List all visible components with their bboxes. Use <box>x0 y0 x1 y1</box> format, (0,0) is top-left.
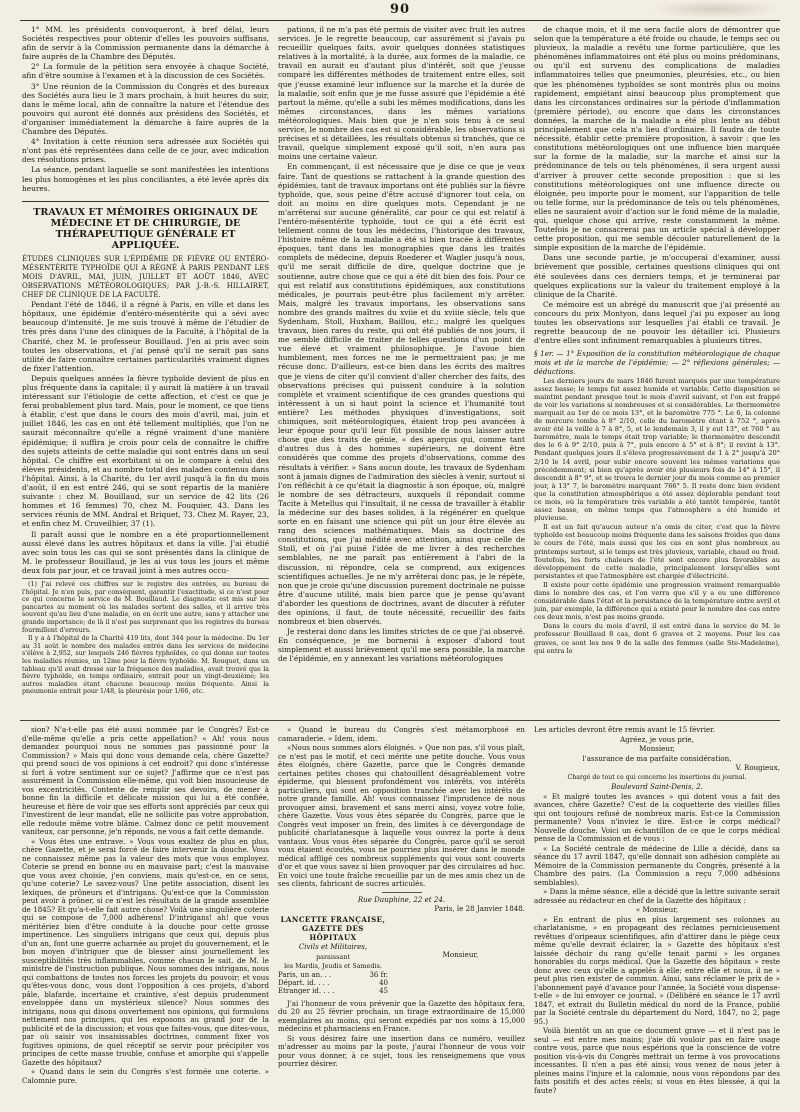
box-line-2: GAZETTE DES HÔPITAUX <box>302 924 364 942</box>
bottom-column-2 <box>278 726 525 1110</box>
section-title: TRAVAUX ET MÉMOIRES ORIGINAUX DE MÉDECINE ET DE CHIRURGIE, DE THÉRAPEUTIQUE GÉNÉRALE ET APPLIQUÉE. <box>22 201 269 251</box>
paragraph: Il existe pour cette épidémie une progression vraiment remarquable dans le nombre des cas, et l'on verra que s'il y a eu une différence considérable dans l'état et la persistance de la température entre avril et juin, par exemple, la différence qui a existé pour le nombre des cas entre ces deux mois, n'est pas moins grande. <box>534 580 780 622</box>
paragraph: « Vous êtes une entrave. » Vous vous exaltez de plus en plus, chère Gazette, et je serai forcé de faire intervenir la douche. Vous ne connaissez même pas la valeur des mots que vous employez. Coterie se prend en bonne ou en mauvaise part; c'est la mauvaise que vous avez choisie, j'en conviens, mais qu'est-ce, en ce sens, qu'une coterie? Le savez-vous? Une petite association, disent les lexiques, de prôneurs et d'intrigans. Qu'est-ce que la Commission peut avoir à prôner, si ce n'est les résultats de la grande assemblée de 1845? Et qu'a-t-elle fait autre chose? Voilà une singulière coterie qui se compose de 7,000 adhérens! D'intrigans! ah! que vous méritériez bien d'être conduite à la douche pour cette grosse impertinence. Les singuliers intrigans que ceux qui, depuis plus d'un an, font une guerre acharnée au projet du gouvernement, et le bon moyen d'intriguer que de blesser ainsi journellement les susceptibilités très inflammables, comme chacun le sait, de M. le ministre de l'instruction publique. Nous sommes des intrigans, nous qui combattons de toutes nos forces les projets du pouvoir; et vous qu'êtes-vous donc, vous dont l'opposition à ces projets, d'abord pâle, blafarde, incertaine et craintive, s'est depuis prudemment enveloppée dans un mystérieux silence? Nous sommes des intrigans, nous qui disons ouvertement nos opinions, qui formulons nettement nos principes, qui les exposons au grand jour de la publicité et de la discussion; et vous que faites-vous, que dites-vous, par où saisir vos insaisissables doctrines, comment fixer vos fugitives opinions, de quel réceptif se servir pour précipiter vos principes de cette masse trouble, confuse et amorphe qui s'appelle Gazette des hôpitaux? <box>22 836 269 1067</box>
polemic-text <box>22 726 269 1085</box>
paragraph: sion? N'a-t-elle pas été aussi nommée par le Congrès? Est-ce d'elle-même qu'elle a pris cette appellation? « Ah! vous nous demandez pourquoi nous ne sommes pas passionné pour la Commission? » Mais qui donc vous demande cela, chère Gazette? qui prend souci de vos opinions à cet endroit? qui donc s'intéresse si fort à votre sentiment sur ce sujet? J'affirme que ce n'est pas assurément la Commission elle-même, qui voit bien insoucieuse de vos excentricités. Contente de remplir ses devoirs, de mener à bonne fin la difficile et délicate mission qui lui a été confiée, heureuse et fière de voir que ses efforts sont appréciés par ceux qui l'investirent de leur mandat, elle ne sollicite pas votre approbation, elle redoute même votre blâme. Calmez donc ce petit mouvement vaniteux, car personne, je'n réponds, ne vous a fait cette demande. <box>22 726 269 836</box>
paragraph: « Et malgré toutes les avances » qui dotent vous a fait des avances, chère Gazette? C'est de la coquetterie des vieilles filles qui ont toujours refusé de nombreux maris. Est-ce la Commission permanente? Vous n'inviez le dire. Est-ce le corps médical? Nouvelle douche. Voici un échantillon de ce que le corps médical pense de la Commission et de vous : <box>534 791 780 843</box>
paragraph: l'assurance de ma parfaite considération, <box>582 753 732 763</box>
paragraph: «Nous nous sommes alors éloignés. » Que non pas, s'il vous plaît, ce n'est pas le motif, et ceci mérite une petite douche. Vous vous êtes éloignés, chère Gazette, parce que le Congrès demande certaines petites choses qui chatouillent désagréablement votre épiderme, qui blessent profondément vos intérêts, vos intérêts particuliers, qui sont en opposition tranchée avec les intérêts de notre grande famille. Ah! vous connaissez l'imprudence de nous provoquer ainsi, bravement et sans merci ainsi, voyez votre folie, chère Gazette. Vous vous êtes séparée du Congrès, parce que le Congrès veut imposer un frein, des limites à ce dévergondage de publicité charlatanesque à laquelle vous ouvrez la porte à deux vantaux. Vous vous êtes séparée du Congrès, parce qu'il se seroit vous étaient écoutés, vous ne pourriez plus insérer dans le monde médical affligé ces nombreux suppléments qui vous sont couverts d'or et que vous savez si bien provoquer par des circulaires ad hoc. En voici une toute fraîche recueillie par un de mes amis chez un de ses clients, fabricant de sucres articulés. <box>278 743 525 888</box>
price-row <box>278 971 388 979</box>
salutation-wrap <box>396 916 525 996</box>
column-1 <box>22 25 269 715</box>
paragraph: Dans une seconde partie, je m'occuperai d'examiner, aussi brièvement que possible, certaines questions cliniques qui ont été soulevées dans ces derniers temps, et je terminerai par quelques explications sur la valeur du traitement employé à la clinique de la Charité. <box>534 253 780 299</box>
box-line-4: paraissant <box>316 952 350 961</box>
journal-box <box>278 916 388 996</box>
paragraph: » Dans la même séance, elle a décidé que la lettre suivante serait adressée au rédacteur en chef de la Gazette des hôpitaux : <box>534 887 780 905</box>
paragraph: de chaque mois, et il me sera facile alors de démontrer que selon que la température a été froide ou chaude, le temps sec ou pluvieux, la maladie a revêtu une forme particulière, que les phénomènes inflammatoires ont été plus ou moins prédominans, ou qu'il est survenu des complications de maladies inflammatoires telles que pneumonies, pleurésies, etc., ou bien que les phénomènes typhoïdes se sont montrés plus ou moins rapidement, empiétant ainsi beaucoup plus promptement que dans les circonstances ordinaires sur la période d'inflammation (première période), ou encore que dans les circonstances données, la marche de la maladie a été plus lente au début principalement que cela n'a lieu d'ordinaire. Il faudra de toute nécessité, établir cette première proposition, à savoir : que les constitutions météorologiques ont une influence bien marquée sur la forme de la maladie, sur la marche et ainsi sur la prédominance de tels ou tels phénomènes, il sera urgent aussi d'arriver à prouver cette seconde proposition : que si les constitutions météorologiques ont une influence directe ou éloignée, peu importe pour le moment, sur l'apparition de telle ou telle forme, sur la prédominance de tels ou tels phénomènes, elles ne sauraient avoir d'action sur le fond même de la maladie, qui, quelque chose qui arrive, reste constamment la même. Toutefois je ne consacrerai pas un article spécial à développer cette proposition, qui me semble découler naturellement de la simple exposition de la marche de l'épidémie. <box>534 25 780 253</box>
polemic-text-cont <box>278 726 525 889</box>
paragraph: Pendant l'été de 1846, il a régné à Paris, en ville et dans les hôpitaux, une épidémie d'entéro-mésentérite qui a sévi avec beaucoup d'intensité. Je me suis trouvé à même de l'étudier de très près dans l'une des cliniques de la Faculté, à l'hôpital de la Charité, chez M. le professeur Bouillaud. J'en ai pris avec soin toutes les observations, et j'ai pensé qu'il ne serait pas sans utilité de faire connaître certaines particularités vraiment dignes de fixer l'attention. <box>22 300 269 373</box>
divider <box>382 892 422 893</box>
paragraph: Les articles devront être remis avant le 15 février. <box>534 726 716 734</box>
paragraph: Depuis quelques années la fièvre typhoïde devient de plus en plus fréquente dans la capitale; il y aurait là matière à un travail intéressant sur l'étiologie de cette affection, et c'est ce que je ferai probablement plus tard. Mais, pour le moment, ce que tiens à établir, c'est que dans le cours des mois d'avril, mai, juin et juillet 1846, les cas en ont été tellement multipliés, que l'on ne saurait méconnaître qu'elle a régné vraiment d'une manière épidémique; il suffira je crois pour cela de connaître le chiffre des sujets atteints de cette maladie qui sont entrés dans un seul hôpital. Ce chiffre est exorbitant si on le compare à celui des élèves présidents, et au nombre total des malades contenus dans l'hôpital. Ainsi, à la Charité, du 1er avril jusqu'à la fin du mois d'août, il en est entré 246, qui se sont répartis de la manière suivante : chez M. Bouillaud, sur un service de 42 lits (26 hommes et 16 femmes) 70, chez M. Fouquier, 43. Dans les services réunis de MM. Andral et Briquet, 73. Chez M. Rayer, 23, et enfin chez M. Cruveilhier, 37 (1). <box>22 373 269 529</box>
resolution-item: 4° Invitation à cette réunion sera adressée aux Sociétés qui n'ont pas été représentées dans celle de ce jour, avec indication des résolutions prises. <box>22 137 269 165</box>
price-row <box>278 987 388 995</box>
paragraph: Il paraît aussi que le nombre en a été proportionnellement aussi élevé dans les autres hôpitaux et dans la ville. J'ai étudié avec soin tous les cas qui se sont présentés dans la clinique de M. le professeur Bouillaud, je les ai vus tous les jours et même deux fois par jour, et ce travail joint à mes autres occu- <box>22 529 269 575</box>
footnotes <box>22 578 269 696</box>
price-label: Paris, un an. . . <box>278 970 332 979</box>
resolution-item: La séance, pendant laquelle se sont manifestées les intentions les plus homogènes et les plus conciliantes, a été levée après dix heures. <box>22 165 269 193</box>
footnote: Il y a à l'hôpital de la Charité 419 lits, dont 344 pour la médecine. Du 1er au 31 août le nombre des malades entrés dans les services de médecine s'élève à 2,952, sur lesquels 246 fièvres typhoïdes, ce qui donne sur toutes les maladies réunies, un 12me pour la fièvre typhoïde. M. Rouquet, dans un tableau qu'il avait dressé sur la fréquence des maladies, avait trouvé que la fièvre typhoïde, en temps ordinaire, entrait pour un vingt-deuxième; les autres maladies étant chacune beaucoup moins fréquente. Ainsi la pneumonie entrait pour 1/48, la pleurésie pour 1/66, etc. <box>22 635 269 696</box>
advert-block <box>278 916 525 996</box>
address: Rue Dauphine, 22 et 24. <box>357 894 446 904</box>
price-label: Départ. id. . . . <box>278 978 330 987</box>
paragraph: En commençant, il est nécessaire que je dise ce que je veux faire. Tant de questions se rattachent à la grande question des épidémies, tant de travaux importans ont été publiés sur la fièvre typhoïde, que, sous peine d'être accusé d'ignorer tout cela, on doit au moins en dire quelques mots. Cependant je ne m'arrêterai sur aucune généralité, car pour ce qui est relatif à l'entéro-mésentérite typhoïde, tout ce qui a été écrit est tellement connu de tous les médecins, l'historique des travaux, l'histoire même de la maladie a été si bien tracée à différentes époques, tant dans les monographies que dans les traités complets de médecine, depuis Roederer et Wagler jusqu'à nous, qu'il me serait difficile de dire, quelque doctrine que je soutienne, autre chose que ce qui a été dit bien des fois. Pour ce qui est relatif aux constitutions épidémiques, aux constitutions médicales, je pourrais peut-être plus facilement m'y arrêter. Mais, malgré les travaux importans, les observations sans nombre des grands maîtres du xviie et du xviiie siècle, tels que Sydenham, Stoll, Huxham, Baillou, etc.; malgré les quelques travaux, bien rares du reste, qui ont été publiés de nos jours, il me semble difficile de traiter de telles questions d'un point de vue élevé et vraiment philosophique. Je l'avoue bien humblement, mes forces ne me le permettraient pas; je me récuse donc. D'ailleurs, est-ce bien dans les écrits des maîtres que je viens de citer qu'il convient d'aller chercher des faits, des observations précises qui puissent conduire à la solution complète et vraiment scientifique de ces grandes questions qui intéressent à un si haut point la science et l'humanité tout entière? Les méthodes physiques d'investigations, soit chimiques, soit météorologiques, étaient trop peu avancées à leur époque pour qu'il leur fût possible de nous laisser autre chose que des traits de génie, « des aperçus qui, comme tant d'autres dus à des hommes supérieurs, ne doivent être considérés que comme des projets d'observations, comme des résultats à vérifier. » Sans aucun doute, les travaux de Sydenham sont à jamais dignes de l'admiration des siècles à venir, surtout si l'on réfléchit à ce qu'était la diagnostic à son époque, où, malgré le nombre de ses détracteurs, auxquels il répondait comme Tacite à Metellus qui l'insultait, il ne cessa de travailler à établir la médecine sur des bases solides, à la régénérer en quelque sorte en en faisant une science qui pût un jour être élevée au rang des sciences mathématiques. Mais sa doctrine des constitutions, que j'ai médité avec attention, ainsi que celle de Stoll, et où j'ai puisé l'idée de me livrer à des recherches semblables, ne me paraît pas entièrement à l'abri de la discussion, ni répondre, cela se comprend, aux exigences scientifiques actuelles. Je ne m'y arrêterai donc pas, je le répète, non que je croie qu'une discussion purement doctrinale ne puisse être d'aucune utilité, mais bien parce que je pense qu'avant d'aborder les questions de doctrines, avant de discuter à réfuter des opinions, il faut, de toute nécessité, recueillir des faits nombreux et bien observés. <box>278 162 525 627</box>
letter-date: Paris, le 28 Janvier 1848. <box>434 904 525 913</box>
price-value: 36 fr. <box>369 970 388 979</box>
paragraph: V. Rougieux, <box>735 763 780 772</box>
paragraph: Il est un fait qu'aucun auteur n'a omis de citer, c'est que la fièvre typhoïde est beaucoup moins fréquente dans les saisons froides que dans le cours de l'été, mais aussi que les cas en sont plus nombreux au printemps surtout, si le temps est très pluvieux, variable, chaud ou froid. Toutefois, les forts chaleurs de l'été sont encore plus favorables au développement de cette maladie, principalement lorsqu'elles sont persistantes et que l'atmosphère est chargée d'électricité. <box>534 523 780 580</box>
page-number: 90 <box>389 2 411 17</box>
price-value: 40 <box>379 978 388 987</box>
salutation: Monsieur, <box>442 950 479 960</box>
article-body <box>22 300 269 575</box>
resolution-item: 1° MM. les présidents convoqueront, à bref délai, leurs Sociétés respectives pour obtenir d'elles les pouvoirs suffisans, afin de servir à la Commission permanente dans la démarche à faire auprès de la Chambre des Députés. <box>22 25 269 62</box>
letter-body <box>278 1000 525 1069</box>
box-line-1: LANCETTE FRANÇAISE, <box>280 914 386 924</box>
bottom-column-3 <box>534 726 780 1110</box>
bottom-column-1 <box>22 726 269 1110</box>
paragraph: Ce mémoire est un abrégé du manuscrit que j'ai présenté au concours du prix Montyon, dans lequel j'ai pu exposer au long toutes les observations sur lesquelles j'ai établi ce travail. Je regrette beaucoup de ne pouvoir les détailler ici. Plusieurs d'entre elles sont infiniment remarquables à plusieurs titres. <box>534 299 780 346</box>
paragraph: J'ai l'honneur de vous prévenir que la Gazette des hôpitaux fera, du 20 au 25 février prochain, un tirage extraordinaire de 15,000 exemplaires au moins, qui seront expédiés par nos soins à 15,000 médecins et pharmaciens en France. <box>278 998 525 1034</box>
header-rule <box>20 20 780 21</box>
resolution-item: 3° Une réunion de la Commission du Congrès et des bureaux des Sociétés aura lieu le 3 mars prochain, à huit heures du soir, dans le même local, afin de connaître la nature et l'étendue des pouvoirs qui auront été donnés aux présidens des Sociétés, et d'organiser immédiatement la démarche à faire auprès de la Chambre des Députés. <box>22 81 269 137</box>
paragraph: pations, il ne m'a pas été permis de visiter avec fruit les autres services. Je le regrette beaucoup, car assurément si j'avais pu recueillir quelques faits, avoir quelques données statistiques relatives à la mortalité, à la durée, aux formes de la maladie, ce travail en aurait eu d'autant plus d'intérêt, soit que j'eusse comparé les différentes méthodes de traitement entre elles, soit que j'eusse examiné leur influence sur la marche et la durée de la maladie, soit enfin que je me fusse assuré que l'épidémie a été partout la même, qu'elle a subi les mêmes modifications, dans les mêmes circonstances, dans les mêmes variations météorologiques. Mais bien que je n'en sois tenu à ce seul service, le nombre des cas est si considérable, les observations si précises et si détaillées, les résultats obtenus si tranchés, que ce travail, quelque simplement exposé qu'il soit, n'en aura pas moins une certaine valeur. <box>278 25 525 162</box>
paragraph: Agréez, je vous prie, <box>620 734 694 744</box>
article-body-cont-2 <box>534 25 780 345</box>
letter-close-and-reply <box>534 726 780 1095</box>
column-3 <box>534 25 780 715</box>
weather-notes <box>534 377 780 655</box>
paragraph: « Quand dans le sein du Congrès s'est formée une coterie. » Calomnie pure. <box>22 1067 269 1085</box>
box-line-3: Civils et Militaires, <box>298 942 368 951</box>
resolution-list <box>22 25 269 193</box>
section-divider <box>20 720 780 721</box>
paragraph: Les derniers jours de mars 1846 furent marqués par une température assez basse; le temps fut assez humide et variable. Cette disposition se maintint pendant presque tout le mois d'avril suivant, et l'on est frappé de voir les variations si nombreuses et si considérables. Le thermomètre marquait au 1er de ce mois 13°, et le baromètre 775 °. Le 6, la colonne de mercure tomba à 8° 2/10, celle du baromètre étant à 752 °, après avoir été la veille à 7 à 8°, 5, et le lendemain 3, il y eut 13°, et 760 ° au baromètre, mais le temps était trop variable; le thermomètre descendit des le 6 à 9° 2/10, puis à 7°, puis encore à 5° et à 8°; il revint à 13°. Pendant quelques jours il s'éleva progressivement de 1 à 2° jusqu'à 20° 2/10 le 14 avril, pour subir encore souvent les mêmes variations que précédemment; si bien qu'après avoir été plusieurs fois de 14° à 15°, il descendit à 8° 9°, et se trouva le dernier jour du mois comme au premier jour, à 13° 7, le baromètre marquant 766° 5. Il reste donc bien évident que la constitution atmosphérique a été assez déplorable pendant tout ce mois, où la température très variable a été tantôt tempérée, tantôt assez basse, en même temps que l'atmosphère a été humide et pluvieuse. <box>534 376 780 523</box>
paragraph: « Monsieur, <box>635 905 679 914</box>
resolution-item: 2° La formule de la pétition sera envoyée à chaque Société, afin d'être soumise à l'examen et à la discussion de ces Sociétés. <box>22 62 269 81</box>
paragraph: » En entrant de plus en plus largement ses colonnes au charlatanisme, » en propageant des réclames pernicieusement revêtues d'oripeaux scientifiques, afin d'attirer dans le piège ceux même qu'elle devrait éclairer, la » Gazette des hôpitaux s'est laissée déchoir du rang qu'elle tenait parmi » les organes honorables du corps médical. Que la Gazette des hôpitaux » reste donc avec ceux qu'elle a appelés à elle; entre elle et nous, il ne » peut plus rien exister de commun. Ainsi, sans réclamer le prix de » l'abonnement payé d'avance pour l'année, la Société vous dispense-t-elle » de lui envoyer ce journal. » (Délibéré en séance le 17 avril 1847, et extrait du Bulletin médical du nord de la France, publié par la Société centrale du département du Nord, 1847, no 2, page 95.) <box>534 914 780 1026</box>
paragraph: Chargé de tout ce qui concerne les insertions du journal. <box>567 773 747 781</box>
paragraph: Voilà bientôt un an que ce document grave — et il n'est pas le seul — est entre mes mains; j'aie dû vouloir pas en faire usage contre vous, parce que nous espérions que la conscience de votre position vis-à-vis du Congrès mettrait un terme à vos provocations incessantes. Il n'en a pas été ainsi; vous venez de nous jeter à pleines mains l'injure et la calomnie, nous vous répondons par des faits positifs et des actes réels; si vous en êtes blessée, à qui la faute? <box>534 1026 780 1095</box>
price-list <box>278 971 388 996</box>
paragraph: Si vous désirez faire une insertion dans ce numéro, veuillez m'adresser au moins par la poste, j'aurai l'honneur de vous voir pour vous donner, à ce sujet, tous les renseignemens que vous pourriez désirer. <box>278 1033 525 1069</box>
footnote: (1) J'ai relevé ces chiffres sur le registre des entrées, au bureau de l'hôpital. Je n'en puis, par conséquent, garantir l'exactitude, si ce n'est pour ce qui concerne le service de M. Bouillaud. Le diagnostic est mis sur les pancartes au moment où les malades sortent des salles, et il arrive très souvent qu'au lieu d'une maladie, on en écrit une autre, sans y attacher une grande importance; de là il n'est pas surprenant que les registres du bureau fourmillent d'erreurs. <box>22 580 269 634</box>
paragraph: Boulevard Saint-Denis, 2. <box>611 782 703 791</box>
paragraph: Monsieur, <box>639 744 675 753</box>
box-line-5: les Mardis, Jeudis et Samedis. <box>284 962 382 970</box>
paragraph: Je resterai donc dans les limites strictes de ce que j'ai observé. En conséquence, je me bornerai à exposer d'abord tout simplement et aussi brièvement qu'il me sera possible, la marche de l'épidémie, en y annexant les variations météorologiques <box>278 627 525 664</box>
paragraph: « La Société centrale de médecine de Lille a décidé, dans sa séance du 17 avril 1847, qu'elle donnait son adhésion complète au Mémoire de la Commission permanente du Congrès, présenté à la Chambre des pairs. (La Commission a reçu 7,000 adhésions semblables). <box>534 843 780 887</box>
price-value: 45 <box>379 987 388 996</box>
price-row <box>278 979 388 987</box>
price-label: Etranger id. . . . <box>278 987 335 996</box>
column-2 <box>278 25 525 715</box>
article-body-cont <box>278 25 525 664</box>
subsection-heading: § 1er. — 1° Exposition de la constitution météorologique de chaque mois et de la marche de l'épidémie; — 2° réflexions générales; — déductions. <box>534 349 780 377</box>
paragraph: « Quand le bureau du Congrès s'est métamorphosé en camaraderie. » Idem, idem. <box>278 726 525 743</box>
study-heading: ÉTUDES CLINIQUES SUR L'ÉPIDÉMIE DE FIÈVRE OU ENTÉRO-MÉSENTÉRITE TYPHOÏDE QUI A RÉGNÉ À PARIS PENDANT LES MOIS D'AVRIL, MAI, JUIN, JUILLET ET AOÛT 1846, AVEC OBSERVATIONS MÉTÉOROLOGIQUES; PAR J.-B.-S. HILLAIRET, CHEF DE CLINIQUE DE LA FACULTÉ. <box>22 254 269 300</box>
paragraph: Dans le cours du mois d'avril, il est entré dans le service de M. le professeur Bouillaud 8 cas, dont 6 graves et 2 moyens. Pour les cas graves, ce sont les nos 9 de la salle des femmes (salle Ste-Madeleine), qui entra le <box>534 622 780 655</box>
